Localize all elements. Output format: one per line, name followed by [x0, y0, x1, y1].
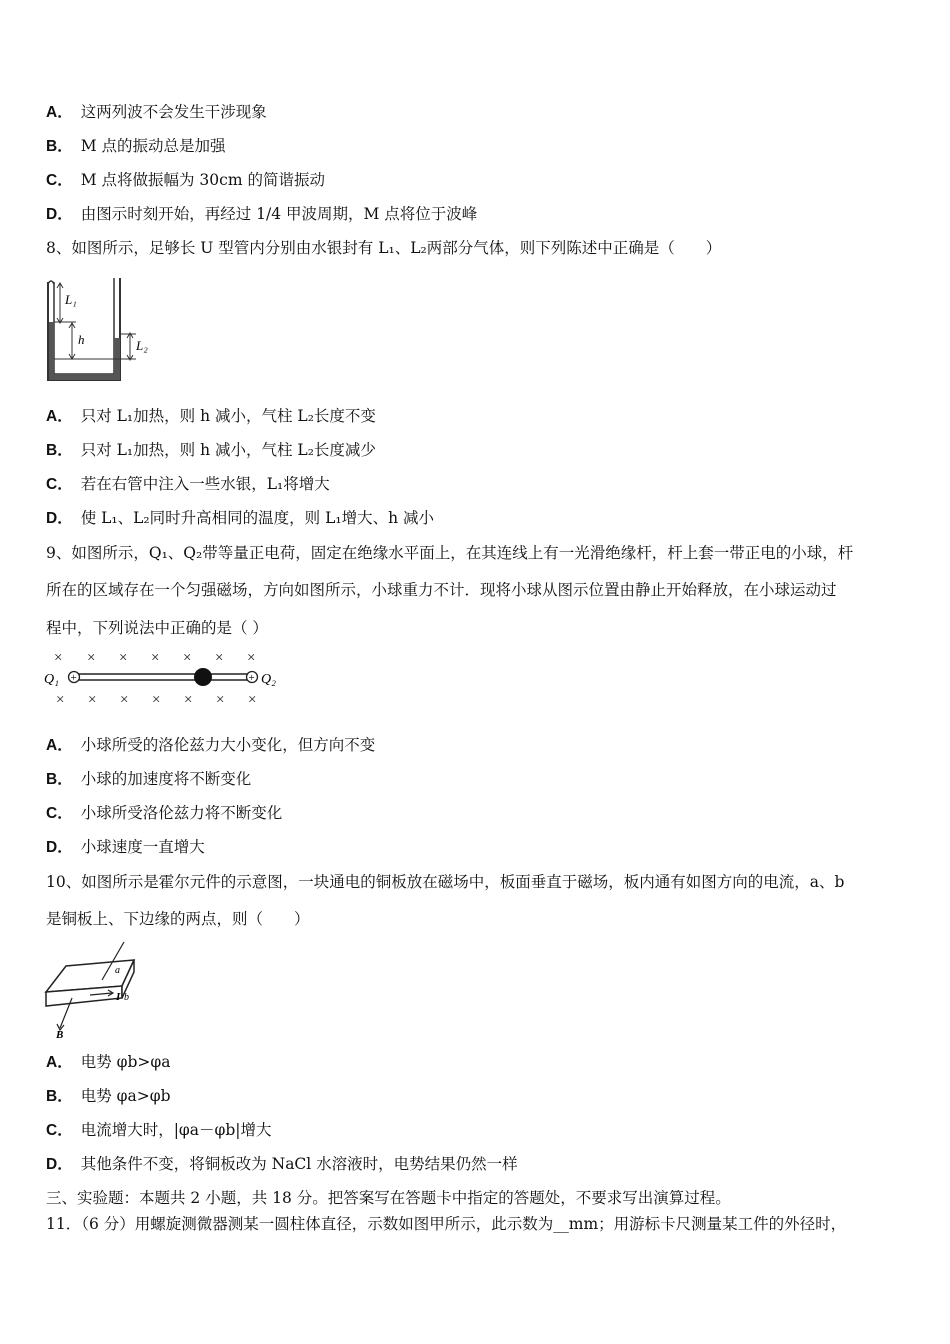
u-tube-figure — [40, 278, 160, 386]
q10-option-a — [46, 1052, 171, 1073]
option-label: D． — [46, 1156, 73, 1173]
cross-mark: × — [215, 650, 224, 666]
label-b: b — [124, 992, 129, 1003]
cross-mark: × — [151, 650, 160, 666]
cross-mark: × — [183, 650, 192, 666]
charges-rod-figure — [42, 646, 292, 708]
option-label: D． — [46, 206, 73, 223]
q10-stem-line-1: 10、如图所示是霍尔元件的示意图，一块通电的铜板放在磁场中，板面垂直于磁场，板内通有如图方向的电流，a、b — [46, 873, 845, 891]
q10-option-d — [46, 1154, 518, 1175]
cross-mark: × — [248, 692, 257, 708]
q10-stem-line-2: 是铜板上、下边缘的两点，则（ ） — [46, 910, 310, 928]
q8-option-b — [46, 440, 376, 461]
option-label: B． — [46, 442, 73, 459]
cross-mark: × — [216, 692, 225, 708]
cross-mark: × — [152, 692, 161, 708]
option-text: 小球所受的洛伦兹力大小变化，但方向不变 — [80, 736, 376, 754]
option-label: C． — [46, 805, 73, 822]
q7-option-d — [46, 204, 477, 225]
option-text: M 点将做振幅为 30cm 的简谐振动 — [80, 171, 325, 189]
cross-mark: × — [54, 650, 63, 666]
cross-mark: × — [119, 650, 128, 666]
q11-stem: 11．（6 分）用螺旋测微器测某一圆柱体直径，示数如图甲所示，此示数为__mm；用游标卡尺测量某工件的外径时， — [46, 1215, 847, 1233]
label-l1: L₁ — [65, 292, 77, 307]
q7-option-b — [46, 136, 226, 157]
option-text: 只对 L₁加热，则 h 减小，气柱 L₂长度减少 — [80, 441, 376, 459]
option-label: B． — [46, 138, 73, 155]
option-label: A． — [46, 1054, 73, 1071]
q8-stem: 8、如图所示，足够长 U 型管内分别由水银封有 L₁、L₂两部分气体，则下列陈述中正确是（ ） — [46, 239, 722, 257]
cross-mark: × — [87, 650, 96, 666]
option-text: 小球所受洛伦兹力将不断变化 — [80, 804, 283, 822]
plus-sign: + — [248, 672, 255, 684]
q7-option-a — [46, 102, 267, 123]
q8-option-a — [46, 406, 376, 427]
option-label: A． — [46, 737, 73, 754]
label-h: h — [78, 332, 85, 347]
label-a: a — [115, 965, 120, 976]
option-text: 小球速度一直增大 — [80, 838, 205, 856]
label-B: B — [56, 1029, 64, 1040]
label-i: I — [116, 991, 121, 1003]
option-label: C． — [46, 172, 73, 189]
option-text: 只对 L₁加热，则 h 减小，气柱 L₂长度不变 — [80, 407, 376, 425]
q7-option-c — [46, 170, 325, 191]
cross-mark: × — [120, 692, 129, 708]
cross-mark: × — [56, 692, 65, 708]
option-text: 小球的加速度将不断变化 — [80, 770, 252, 788]
option-text: M 点的振动总是加强 — [80, 137, 226, 155]
option-label: A． — [46, 408, 73, 425]
q9-option-b — [46, 769, 251, 790]
charged-ball — [194, 668, 212, 686]
plus-sign: + — [70, 672, 77, 684]
label-l2: L₂ — [136, 338, 148, 353]
cross-mark: × — [184, 692, 193, 708]
insulating-rod — [79, 674, 249, 680]
option-text: 电势 φb>φa — [80, 1053, 171, 1071]
q9-option-d — [46, 837, 205, 858]
cross-mark: × — [247, 650, 256, 666]
option-label: C． — [46, 476, 73, 493]
option-text: 这两列波不会发生干涉现象 — [80, 103, 267, 121]
option-text: 使 L₁、L₂同时升高相同的温度，则 L₁增大、h 减小 — [80, 509, 434, 527]
q9-option-a — [46, 735, 375, 756]
option-label: B． — [46, 1088, 73, 1105]
option-label: A． — [46, 104, 73, 121]
option-label: D． — [46, 839, 73, 856]
label-q1: Q₁ — [44, 672, 59, 687]
option-text: 电势 φa>φb — [80, 1087, 171, 1105]
hall-element-figure — [42, 940, 142, 1040]
option-text: 由图示时刻开始，再经过 1/4 甲波周期，M 点将位于波峰 — [80, 205, 478, 223]
q8-option-d — [46, 508, 434, 529]
cross-mark: × — [88, 692, 97, 708]
q9-stem-line-1: 9、如图所示，Q₁、Q₂带等量正电荷，固定在绝缘水平面上，在其连线上有一光滑绝缘杆，杆上套一带正电的小球，杆 — [46, 544, 854, 562]
q10-option-c — [46, 1120, 272, 1141]
q8-option-c — [46, 474, 330, 495]
q10-option-b — [46, 1086, 171, 1107]
q9-option-c — [46, 803, 282, 824]
q9-stem-line-3: 程中，下列说法中正确的是（ ） — [46, 619, 268, 637]
q9-stem-line-2: 所在的区域存在一个匀强磁场，方向如图所示，小球重力不计．现将小球从图示位置由静止开始释放，在小球运动过 — [46, 581, 837, 599]
option-text: 若在右管中注入一些水银，L₁将增大 — [80, 475, 330, 493]
option-label: C． — [46, 1122, 73, 1139]
label-q2: Q₂ — [261, 672, 276, 687]
option-text: 其他条件不变，将铜板改为 NaCl 水溶液时，电势结果仍然一样 — [80, 1155, 518, 1173]
section-heading: 三、实验题：本题共 2 小题，共 18 分。把答案写在答题卡中指定的答题处，不要求写出演算过程。 — [46, 1189, 731, 1207]
option-text: 电流增大时，|φa－φb|增大 — [80, 1121, 272, 1139]
option-label: D． — [46, 510, 73, 527]
option-label: B． — [46, 771, 73, 788]
